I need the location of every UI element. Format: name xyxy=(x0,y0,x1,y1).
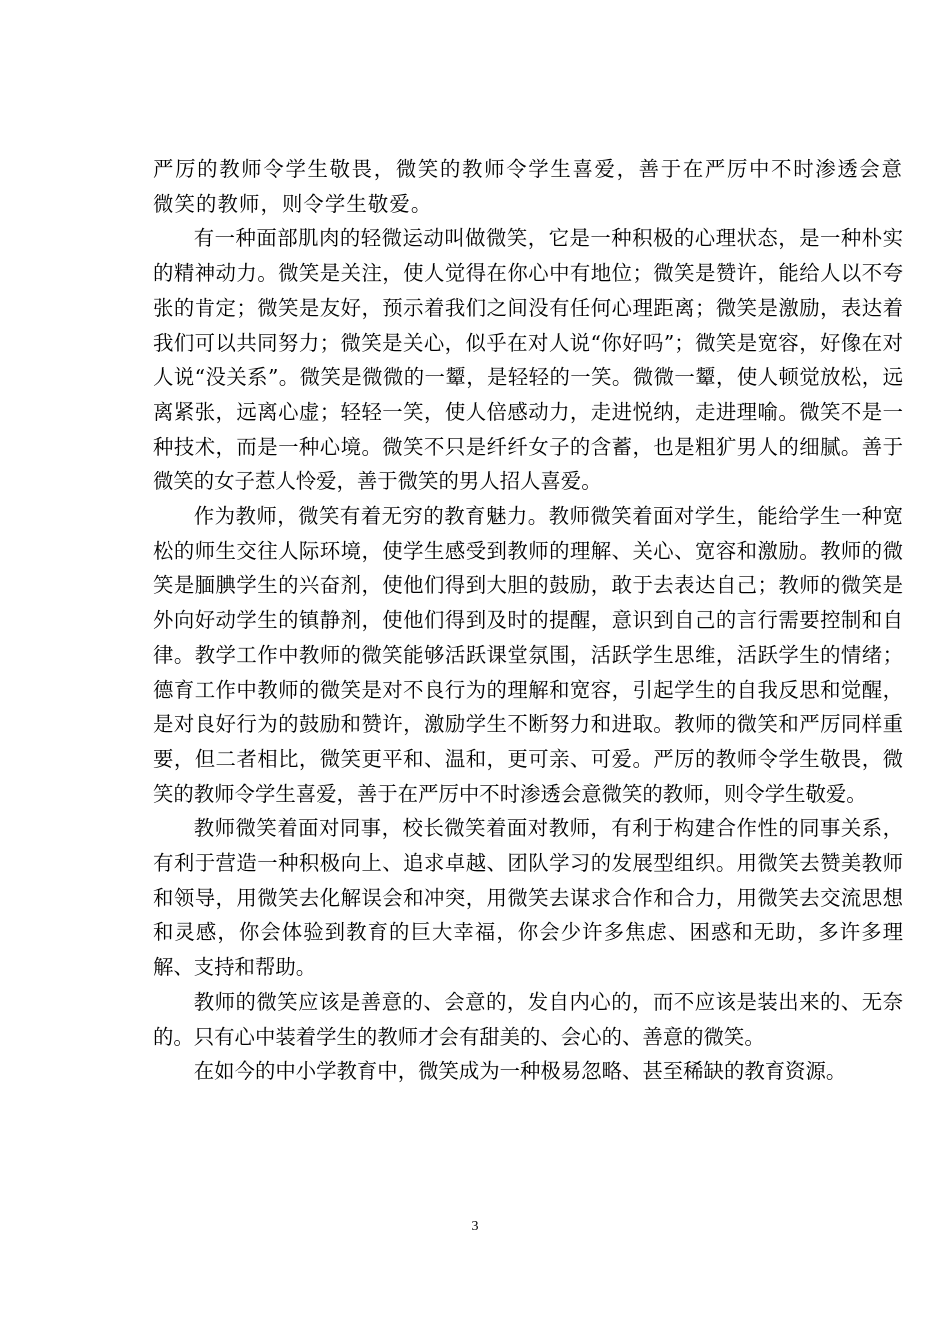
paragraph-sincere-smile: 教师的微笑应该是善意的、会意的，发自内心的，而不应该是装出来的、无奈的。只有心中装着学生的教师才会有甜美的、会心的、善意的微笑。 xyxy=(153,989,903,1049)
page-number: 3 xyxy=(471,1219,479,1234)
paragraph-colleagues: 教师微笑着面对同事，校长微笑着面对教师，有利于构建合作性的同事关系，有利于营造一种积极向上、追求卓越、团队学习的发展型组织。用微笑去赞美教师和领导，用微笑去化解误会和冲突，用微笑去谋求合作和合力，用微笑去交流思想和灵感，你会体验到教育的巨大幸福，你会少许多焦虑、困惑和无助，多许多理解、支持和帮助。 xyxy=(153,816,903,980)
paragraph-scarce-resource: 在如今的中小学教育中，微笑成为一种极易忽略、甚至稀缺的教育资源。 xyxy=(193,1059,847,1084)
paragraph-teacher-smile: 作为教师，微笑有着无穷的教育魅力。教师微笑着面对学生，能给学生一种宽松的师生交往人际环境，使学生感受到教师的理解、关心、宽容和激励。教师的微笑是腼腆学生的兴奋剂，使他们得到大胆的鼓励，敢于去表达自己；教师的微笑是外向好动学生的镇静剂，使他们得到及时的提醒，意识到自己的言行需要控制和自律。教学工作中教师的微笑能够活跃课堂氛围，活跃学生思维，活跃学生的情绪；德育工作中教师的微笑是对不良行为的理解和宽容，引起学生的自我反思和觉醒，是对良好行为的鼓励和赞许，激励学生不断努力和进取。教师的微笑和严厉同样重要，但二者相比，微笑更平和、温和，更可亲、可爱。严厉的教师令学生敬畏，微笑的教师令学生喜爱，善于在严厉中不时渗透会意微笑的教师，则令学生敬爱。 xyxy=(153,504,903,806)
body-text xyxy=(153,152,903,1089)
paragraph-smile-definition: 有一种面部肌肉的轻微运动叫做微笑，它是一种积极的心理状态，是一种朴实的精神动力。微笑是关注，使人觉得在你心中有地位；微笑是赞许，能给人以不夸张的肯定；微笑是友好，预示着我们之间没有任何心理距离；微笑是激励，表达着我们可以共同努力；微笑是关心，似乎在对人说“你好吗”；微笑是宽容，好像在对人说“没关系”。微笑是微微的一颦，是轻轻的一笑。微微一颦，使人顿觉放松，远离紧张，远离心虚；轻轻一笑，使人倍感动力，走进悦纳，走进理喻。微笑不是一种技术，而是一种心境。微笑不只是纤纤女子的含蓄，也是粗犷男人的细腻。善于微笑的女子惹人怜爱，善于微笑的男人招人喜爱。 xyxy=(153,226,903,494)
paragraph-continuation: 严厉的教师令学生敬畏，微笑的教师令学生喜爱，善于在严厉中不时渗透会意微笑的教师，则令学生敬爱。 xyxy=(153,157,903,216)
